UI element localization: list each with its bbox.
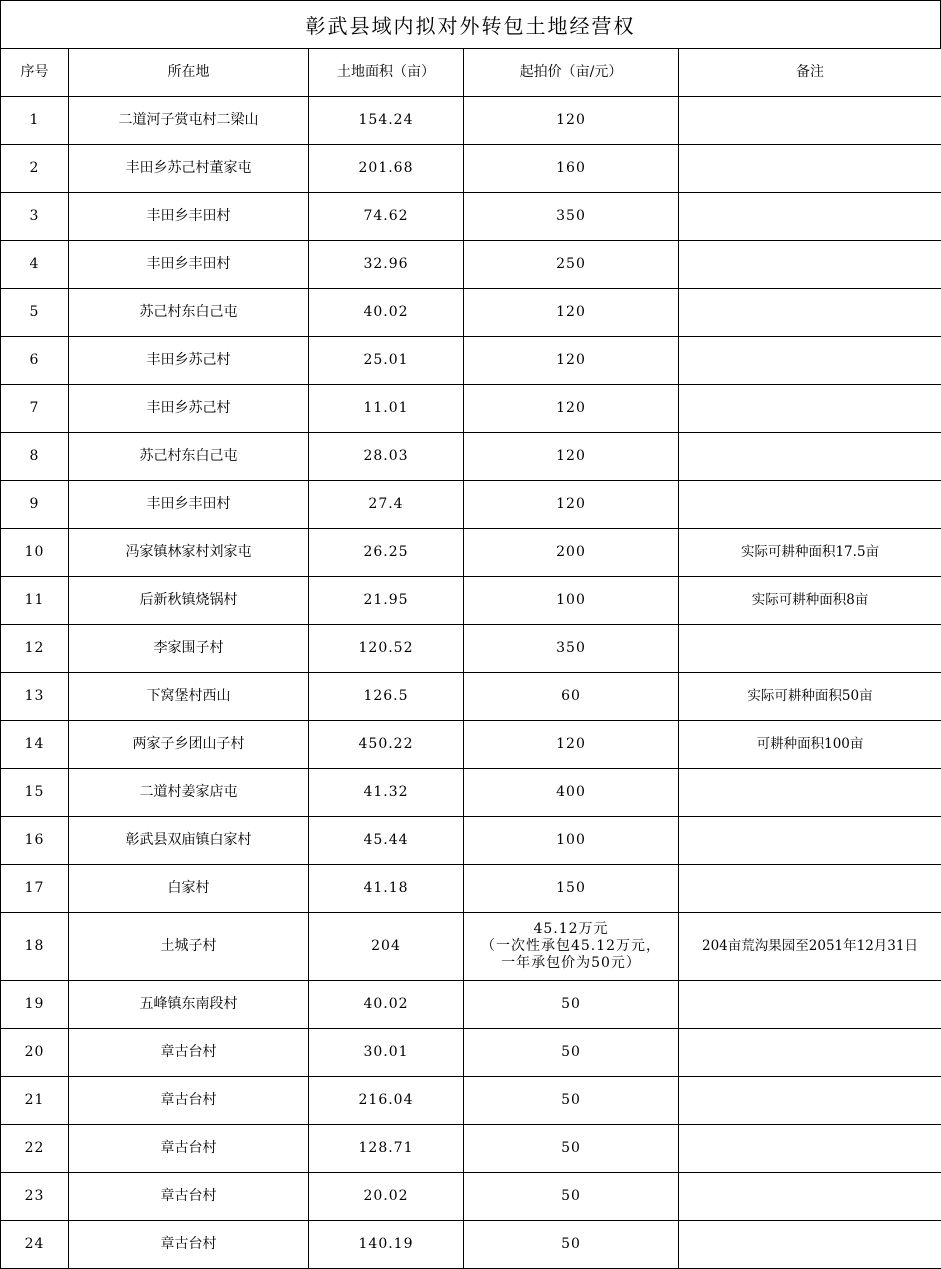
sheet-title: 彰武县域内拟对外转包土地经营权 bbox=[0, 0, 941, 48]
cell-area[interactable]: 41.32 bbox=[309, 769, 464, 817]
cell-area[interactable]: 21.95 bbox=[309, 577, 464, 625]
cell-remark[interactable] bbox=[679, 97, 941, 145]
cell-price[interactable]: 100 bbox=[464, 577, 679, 625]
cell-location[interactable]: 丰田乡苏己村 bbox=[69, 385, 309, 433]
header-area[interactable]: 土地面积（亩） bbox=[309, 49, 464, 97]
cell-price[interactable]: 200 bbox=[464, 529, 679, 577]
cell-area[interactable]: 45.44 bbox=[309, 817, 464, 865]
cell-price[interactable]: 120 bbox=[464, 481, 679, 529]
header-row bbox=[1, 49, 941, 97]
table-row bbox=[1, 193, 941, 241]
cell-location[interactable]: 土城子村 bbox=[69, 913, 309, 981]
cell-location[interactable]: 苏己村东白己屯 bbox=[69, 433, 309, 481]
cell-index[interactable]: 10 bbox=[1, 529, 69, 577]
table-row bbox=[1, 481, 941, 529]
table-row bbox=[1, 913, 941, 981]
cell-location[interactable]: 章古台村 bbox=[69, 1077, 309, 1125]
cell-area[interactable]: 41.18 bbox=[309, 865, 464, 913]
cell-price[interactable]: 50 bbox=[464, 981, 679, 1029]
cell-index[interactable]: 22 bbox=[1, 1125, 69, 1173]
cell-location[interactable]: 二道河子赏屯村二梁山 bbox=[69, 97, 309, 145]
cell-area[interactable]: 154.24 bbox=[309, 97, 464, 145]
table-row bbox=[1, 97, 941, 145]
cell-location[interactable]: 章古台村 bbox=[69, 1173, 309, 1221]
cell-remark[interactable]: 实际可耕种面积50亩 bbox=[679, 673, 941, 721]
cell-price[interactable]: 150 bbox=[464, 865, 679, 913]
cell-remark[interactable]: 实际可耕种面积17.5亩 bbox=[679, 529, 941, 577]
cell-area[interactable]: 26.25 bbox=[309, 529, 464, 577]
table-row bbox=[1, 241, 941, 289]
cell-area[interactable]: 25.01 bbox=[309, 337, 464, 385]
cell-remark[interactable]: 204亩荒沟果园至2051年12月31日 bbox=[679, 913, 941, 981]
cell-area[interactable]: 20.02 bbox=[309, 1173, 464, 1221]
cell-location[interactable]: 二道村姜家店屯 bbox=[69, 769, 309, 817]
price-line: （一次性承包45.12万元， bbox=[480, 938, 662, 954]
cell-location[interactable]: 苏己村东白己屯 bbox=[69, 289, 309, 337]
cell-location[interactable]: 冯家镇林家村刘家屯 bbox=[69, 529, 309, 577]
cell-price[interactable]: 400 bbox=[464, 769, 679, 817]
cell-price[interactable]: 50 bbox=[464, 1029, 679, 1077]
cell-area[interactable]: 140.19 bbox=[309, 1221, 464, 1269]
cell-area[interactable]: 30.01 bbox=[309, 1029, 464, 1077]
cell-index[interactable]: 18 bbox=[1, 913, 69, 981]
cell-remark[interactable] bbox=[679, 1173, 941, 1221]
cell-price[interactable]: 50 bbox=[464, 1173, 679, 1221]
cell-price[interactable]: 50 bbox=[464, 1077, 679, 1125]
table-row bbox=[1, 433, 941, 481]
table-row bbox=[1, 981, 941, 1029]
cell-remark[interactable] bbox=[679, 385, 941, 433]
cell-location[interactable]: 白家村 bbox=[69, 865, 309, 913]
cell-price[interactable]: 120 bbox=[464, 97, 679, 145]
cell-index[interactable]: 19 bbox=[1, 981, 69, 1029]
table-row bbox=[1, 529, 941, 577]
cell-remark[interactable] bbox=[679, 1077, 941, 1125]
table-row bbox=[1, 769, 941, 817]
cell-location[interactable]: 后新秋镇烧锅村 bbox=[69, 577, 309, 625]
cell-remark[interactable] bbox=[679, 769, 941, 817]
cell-remark[interactable] bbox=[679, 817, 941, 865]
table-row bbox=[1, 1173, 941, 1221]
cell-area[interactable]: 450.22 bbox=[309, 721, 464, 769]
cell-location[interactable]: 五峰镇东南段村 bbox=[69, 981, 309, 1029]
cell-remark[interactable] bbox=[679, 981, 941, 1029]
cell-index[interactable]: 13 bbox=[1, 673, 69, 721]
cell-remark[interactable] bbox=[679, 241, 941, 289]
cell-location[interactable]: 丰田乡丰田村 bbox=[69, 241, 309, 289]
header-index[interactable]: 序号 bbox=[1, 49, 69, 97]
land-table bbox=[0, 48, 941, 1269]
table-row bbox=[1, 1125, 941, 1173]
table-row bbox=[1, 289, 941, 337]
cell-remark[interactable] bbox=[679, 289, 941, 337]
table-row bbox=[1, 721, 941, 769]
cell-price[interactable]: 250 bbox=[464, 241, 679, 289]
cell-remark[interactable]: 可耕种面积100亩 bbox=[679, 721, 941, 769]
cell-remark[interactable] bbox=[679, 337, 941, 385]
cell-index[interactable]: 6 bbox=[1, 337, 69, 385]
cell-remark[interactable] bbox=[679, 145, 941, 193]
cell-area[interactable]: 74.62 bbox=[309, 193, 464, 241]
cell-index[interactable]: 12 bbox=[1, 625, 69, 673]
cell-index[interactable]: 23 bbox=[1, 1173, 69, 1221]
cell-area[interactable]: 28.03 bbox=[309, 433, 464, 481]
table-row bbox=[1, 1221, 941, 1269]
cell-index[interactable]: 5 bbox=[1, 289, 69, 337]
table-row bbox=[1, 673, 941, 721]
cell-price[interactable]: 50 bbox=[464, 1221, 679, 1269]
cell-location[interactable]: 丰田乡苏己村 bbox=[69, 337, 309, 385]
table-row bbox=[1, 625, 941, 673]
cell-location[interactable]: 章古台村 bbox=[69, 1221, 309, 1269]
cell-price[interactable] bbox=[464, 913, 679, 981]
cell-area[interactable]: 216.04 bbox=[309, 1077, 464, 1125]
cell-index[interactable]: 1 bbox=[1, 97, 69, 145]
header-location[interactable]: 所在地 bbox=[69, 49, 309, 97]
cell-area[interactable]: 40.02 bbox=[309, 289, 464, 337]
cell-remark[interactable] bbox=[679, 1221, 941, 1269]
table-row bbox=[1, 385, 941, 433]
cell-index[interactable]: 9 bbox=[1, 481, 69, 529]
cell-remark[interactable] bbox=[679, 433, 941, 481]
cell-index[interactable]: 8 bbox=[1, 433, 69, 481]
cell-index[interactable]: 3 bbox=[1, 193, 69, 241]
cell-remark[interactable] bbox=[679, 193, 941, 241]
cell-location[interactable]: 丰田乡丰田村 bbox=[69, 481, 309, 529]
cell-index[interactable]: 20 bbox=[1, 1029, 69, 1077]
cell-index[interactable]: 16 bbox=[1, 817, 69, 865]
cell-price[interactable]: 120 bbox=[464, 289, 679, 337]
table-row bbox=[1, 1077, 941, 1125]
cell-price[interactable]: 120 bbox=[464, 337, 679, 385]
cell-remark[interactable] bbox=[679, 625, 941, 673]
cell-price[interactable]: 100 bbox=[464, 817, 679, 865]
table-row bbox=[1, 817, 941, 865]
cell-index[interactable]: 11 bbox=[1, 577, 69, 625]
cell-location[interactable]: 两家子乡团山子村 bbox=[69, 721, 309, 769]
cell-location[interactable]: 彰武县双庙镇白家村 bbox=[69, 817, 309, 865]
header-price[interactable]: 起拍价（亩/元） bbox=[464, 49, 679, 97]
cell-remark[interactable] bbox=[679, 1125, 941, 1173]
cell-price[interactable]: 120 bbox=[464, 433, 679, 481]
cell-area[interactable]: 126.5 bbox=[309, 673, 464, 721]
table-row bbox=[1, 577, 941, 625]
cell-location[interactable]: 李家围子村 bbox=[69, 625, 309, 673]
cell-price[interactable]: 120 bbox=[464, 721, 679, 769]
cell-remark[interactable] bbox=[679, 1029, 941, 1077]
cell-index[interactable]: 4 bbox=[1, 241, 69, 289]
cell-index[interactable]: 21 bbox=[1, 1077, 69, 1125]
cell-price[interactable]: 350 bbox=[464, 625, 679, 673]
cell-area[interactable]: 204 bbox=[309, 913, 464, 981]
cell-index[interactable]: 14 bbox=[1, 721, 69, 769]
cell-index[interactable]: 17 bbox=[1, 865, 69, 913]
cell-price[interactable]: 160 bbox=[464, 145, 679, 193]
cell-remark[interactable]: 实际可耕种面积8亩 bbox=[679, 577, 941, 625]
table-row bbox=[1, 145, 941, 193]
cell-price[interactable]: 350 bbox=[464, 193, 679, 241]
cell-area[interactable]: 40.02 bbox=[309, 981, 464, 1029]
cell-remark[interactable] bbox=[679, 865, 941, 913]
cell-area[interactable]: 32.96 bbox=[309, 241, 464, 289]
cell-area[interactable]: 128.71 bbox=[309, 1125, 464, 1173]
cell-area[interactable]: 120.52 bbox=[309, 625, 464, 673]
table-row bbox=[1, 337, 941, 385]
cell-area[interactable]: 201.68 bbox=[309, 145, 464, 193]
cell-location[interactable]: 丰田乡苏己村董家屯 bbox=[69, 145, 309, 193]
cell-location[interactable]: 丰田乡丰田村 bbox=[69, 193, 309, 241]
cell-price[interactable]: 120 bbox=[464, 385, 679, 433]
table-row bbox=[1, 1029, 941, 1077]
cell-remark[interactable] bbox=[679, 481, 941, 529]
cell-index[interactable]: 2 bbox=[1, 145, 69, 193]
cell-location[interactable]: 章古台村 bbox=[69, 1029, 309, 1077]
cell-location[interactable]: 下窝堡村西山 bbox=[69, 673, 309, 721]
cell-area[interactable]: 27.4 bbox=[309, 481, 464, 529]
cell-price[interactable]: 50 bbox=[464, 1125, 679, 1173]
cell-index[interactable]: 15 bbox=[1, 769, 69, 817]
cell-index[interactable]: 7 bbox=[1, 385, 69, 433]
cell-index[interactable]: 24 bbox=[1, 1221, 69, 1269]
cell-area[interactable]: 11.01 bbox=[309, 385, 464, 433]
header-remark[interactable]: 备注 bbox=[679, 49, 941, 97]
cell-location[interactable]: 章古台村 bbox=[69, 1125, 309, 1173]
cell-price[interactable]: 60 bbox=[464, 673, 679, 721]
price-line: 45.12万元 bbox=[533, 921, 609, 937]
price-line: 一年承包价为50元） bbox=[501, 955, 641, 971]
table-row bbox=[1, 865, 941, 913]
